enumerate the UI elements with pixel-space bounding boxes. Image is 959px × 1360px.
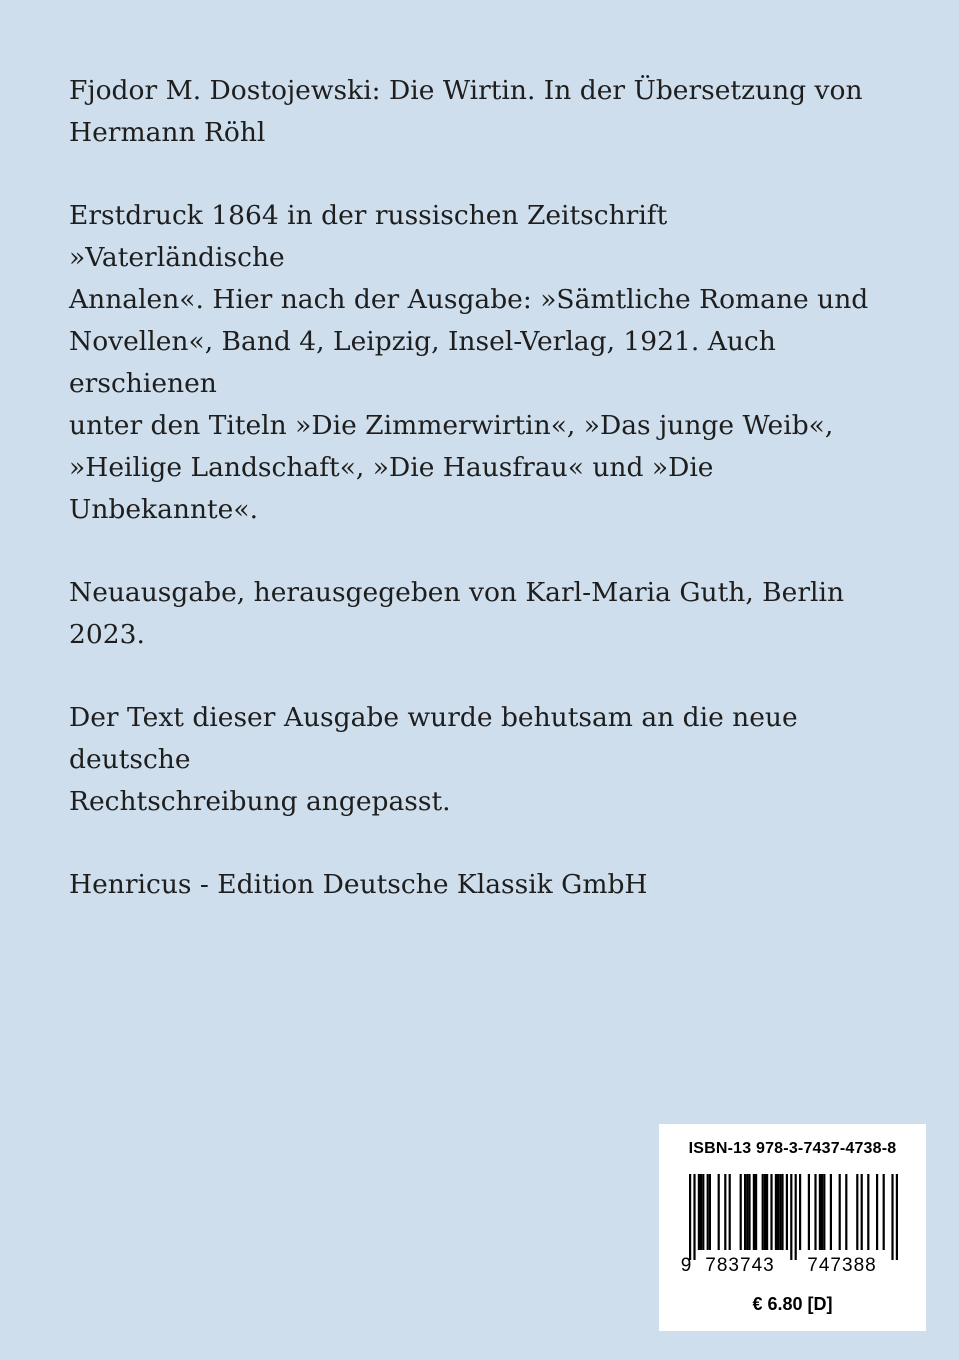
barcode-bar: [724, 1174, 726, 1250]
barcode-bar: [839, 1174, 841, 1250]
barcode-bar: [795, 1174, 797, 1260]
barcode-bar: [766, 1174, 768, 1250]
barcode-bar: [896, 1174, 898, 1260]
barcode-bar: [891, 1174, 893, 1260]
barcode-bar: [700, 1174, 702, 1250]
barcode-panel: [659, 1124, 926, 1331]
barcode-digits-left: 783743: [705, 1255, 775, 1276]
paragraph-title-translation: [69, 70, 889, 154]
barcode-bar: [856, 1174, 858, 1250]
barcode-bar: [786, 1174, 788, 1250]
paragraph-orthography: [69, 697, 889, 823]
price-label: € 6.80 [D]: [752, 1294, 833, 1314]
barcode-bar: [781, 1174, 783, 1250]
text-line: »Heilige Landschaft«, »Die Hausfrau« und »Die Unbekannte«.: [69, 452, 714, 525]
barcode-bar: [762, 1174, 764, 1250]
paragraph-publisher: [69, 864, 889, 906]
barcode-digits-right: 747388: [807, 1255, 877, 1276]
barcode-bar: [744, 1174, 746, 1250]
barcode-bar: [876, 1174, 878, 1250]
barcode-bar: [799, 1174, 801, 1250]
barcode-bar: [814, 1174, 816, 1250]
barcode-graphic: [659, 1168, 926, 1288]
barcode-bar: [698, 1174, 700, 1250]
barcode-digit-first: 9: [680, 1255, 692, 1276]
barcode-bar: [777, 1174, 779, 1250]
barcode-bar: [753, 1174, 755, 1250]
text-line: Erstdruck 1864 in der russischen Zeitschrift »Vaterländische: [69, 200, 668, 273]
paragraph-new-edition: [69, 572, 889, 656]
isbn-label: ISBN-13 978-3-7437-4738-8: [688, 1140, 897, 1157]
text-line: Neuausgabe, herausgegeben von Karl-Maria Guth, Berlin 2023.: [69, 577, 845, 650]
barcode-bar: [790, 1174, 792, 1260]
barcode-bar: [755, 1174, 757, 1250]
paragraph-first-print: [69, 195, 889, 531]
barcode-bar: [775, 1174, 777, 1250]
barcode-bar: [770, 1174, 772, 1250]
barcode-bar: [845, 1174, 847, 1250]
barcode-bar: [883, 1174, 885, 1250]
barcode-bars: [689, 1174, 898, 1260]
text-line: unter den Titeln »Die Zimmerwirtin«, »Das junge Weib«,: [69, 410, 834, 441]
barcode-bar: [819, 1174, 821, 1250]
text-line: Der Text dieser Ausgabe wurde behutsam an die neue deutsche: [69, 702, 798, 775]
text-line: Rechtschreibung angepasst.: [69, 786, 451, 817]
barcode-bar: [779, 1174, 781, 1250]
barcode-bar: [740, 1174, 742, 1250]
barcode-bar: [821, 1174, 823, 1250]
barcode-bar: [689, 1174, 691, 1260]
text-line: Hermann Röhl: [69, 117, 266, 148]
text-line: Novellen«, Band 4, Leipzig, Insel-Verlag, 1921. Auch erschienen: [69, 326, 776, 399]
barcode-bar: [861, 1174, 863, 1250]
barcode-bar: [702, 1174, 704, 1250]
barcode-bar: [764, 1174, 766, 1250]
barcode-bar: [707, 1174, 709, 1250]
barcode-bar: [729, 1174, 731, 1250]
imprint-text: [69, 70, 889, 947]
barcode-bar: [830, 1174, 832, 1250]
barcode-bar: [748, 1174, 750, 1250]
barcode-bar: [693, 1174, 695, 1260]
barcode-bar: [746, 1174, 748, 1250]
barcode-bar: [867, 1174, 869, 1250]
barcode-bar: [718, 1174, 720, 1250]
barcode-bar: [709, 1174, 711, 1250]
text-line: Annalen«. Hier nach der Ausgabe: »Sämtliche Romane und: [69, 284, 869, 315]
barcode-bar: [823, 1174, 825, 1250]
barcode-bar: [808, 1174, 810, 1250]
text-line: Henricus - Edition Deutsche Klassik GmbH: [69, 869, 648, 900]
text-line: Fjodor M. Dostojewski: Die Wirtin. In der Übersetzung von: [69, 75, 863, 106]
